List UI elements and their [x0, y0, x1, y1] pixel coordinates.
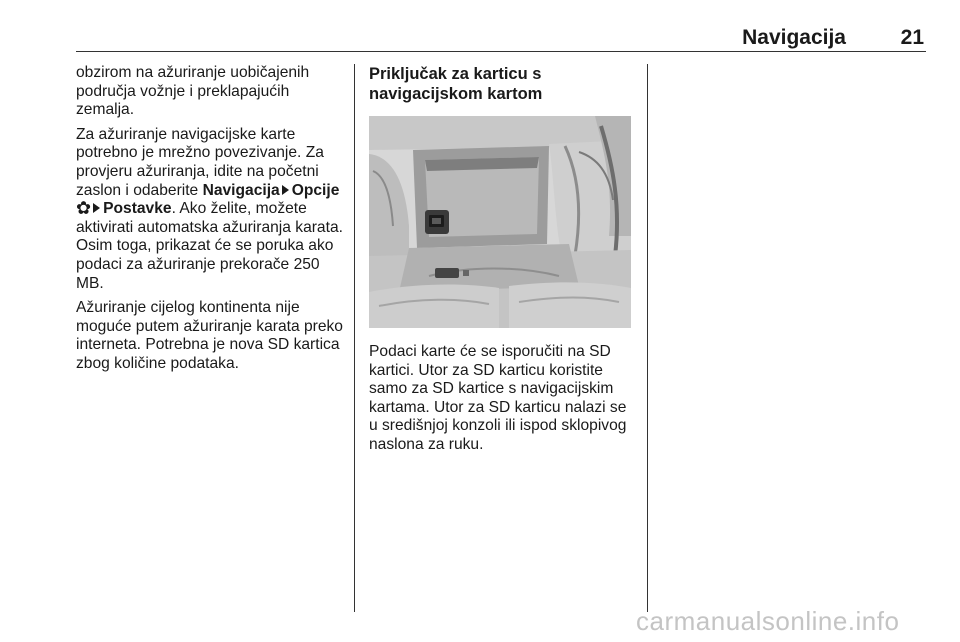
gear-icon: ✿ [76, 198, 92, 220]
figure-caption: Podaci karte će se isporučiti na SD kartici. Utor za SD karticu koristite samo za SD kartice s navigacijskim kartama. Utor za SD karticu nalazi se u središnjoj konzoli ili ispod sklopivog naslona za ruku. [369, 343, 627, 453]
column-middle [369, 64, 637, 104]
triangle-arrow-icon [93, 203, 100, 213]
column-divider-2 [647, 64, 648, 612]
paragraph-3: Ažuriranje cijelog kontinenta nije moguće putem ažuriranje karata preko interneta. Potrebna je nova SD kartica zbog količine podataka. [76, 299, 343, 372]
sd-card-slot-photo [369, 116, 631, 328]
page-header [76, 22, 926, 52]
paragraph-2-outro: . Ako želite, možete aktivirati automatska ažuriranja karata. Osim toga, prikazat će se poruka ako podaci za ažuriranje prekorače 250 MB. [76, 200, 343, 292]
menu-path-navigacija: Navigacija [202, 181, 280, 199]
triangle-arrow-icon [282, 185, 289, 195]
section-subheading: Priključak za karticu s navigacijskom kartom [369, 65, 543, 103]
paragraph-2-intro: Za ažuriranje navigacijske karte potrebno je mrežno povezivanje. Za provjeru ažuriranja, idite na početni zaslon i odaberite [76, 125, 324, 199]
watermark-text: carmanualsonline.info [636, 606, 900, 636]
section-title: Navigacija [742, 26, 846, 49]
header-divider [76, 51, 926, 52]
column-divider-1 [354, 64, 355, 612]
column-left [76, 64, 348, 380]
paragraph-2 [76, 126, 348, 293]
menu-path-opcije: Opcije [291, 181, 340, 199]
menu-path-postavke: Postavke [103, 200, 172, 218]
paragraph-1: obzirom na ažuriranje uobičajenih područja vožnje i preklapajućih zemalja. [76, 64, 310, 119]
page-number: 21 [900, 26, 924, 49]
